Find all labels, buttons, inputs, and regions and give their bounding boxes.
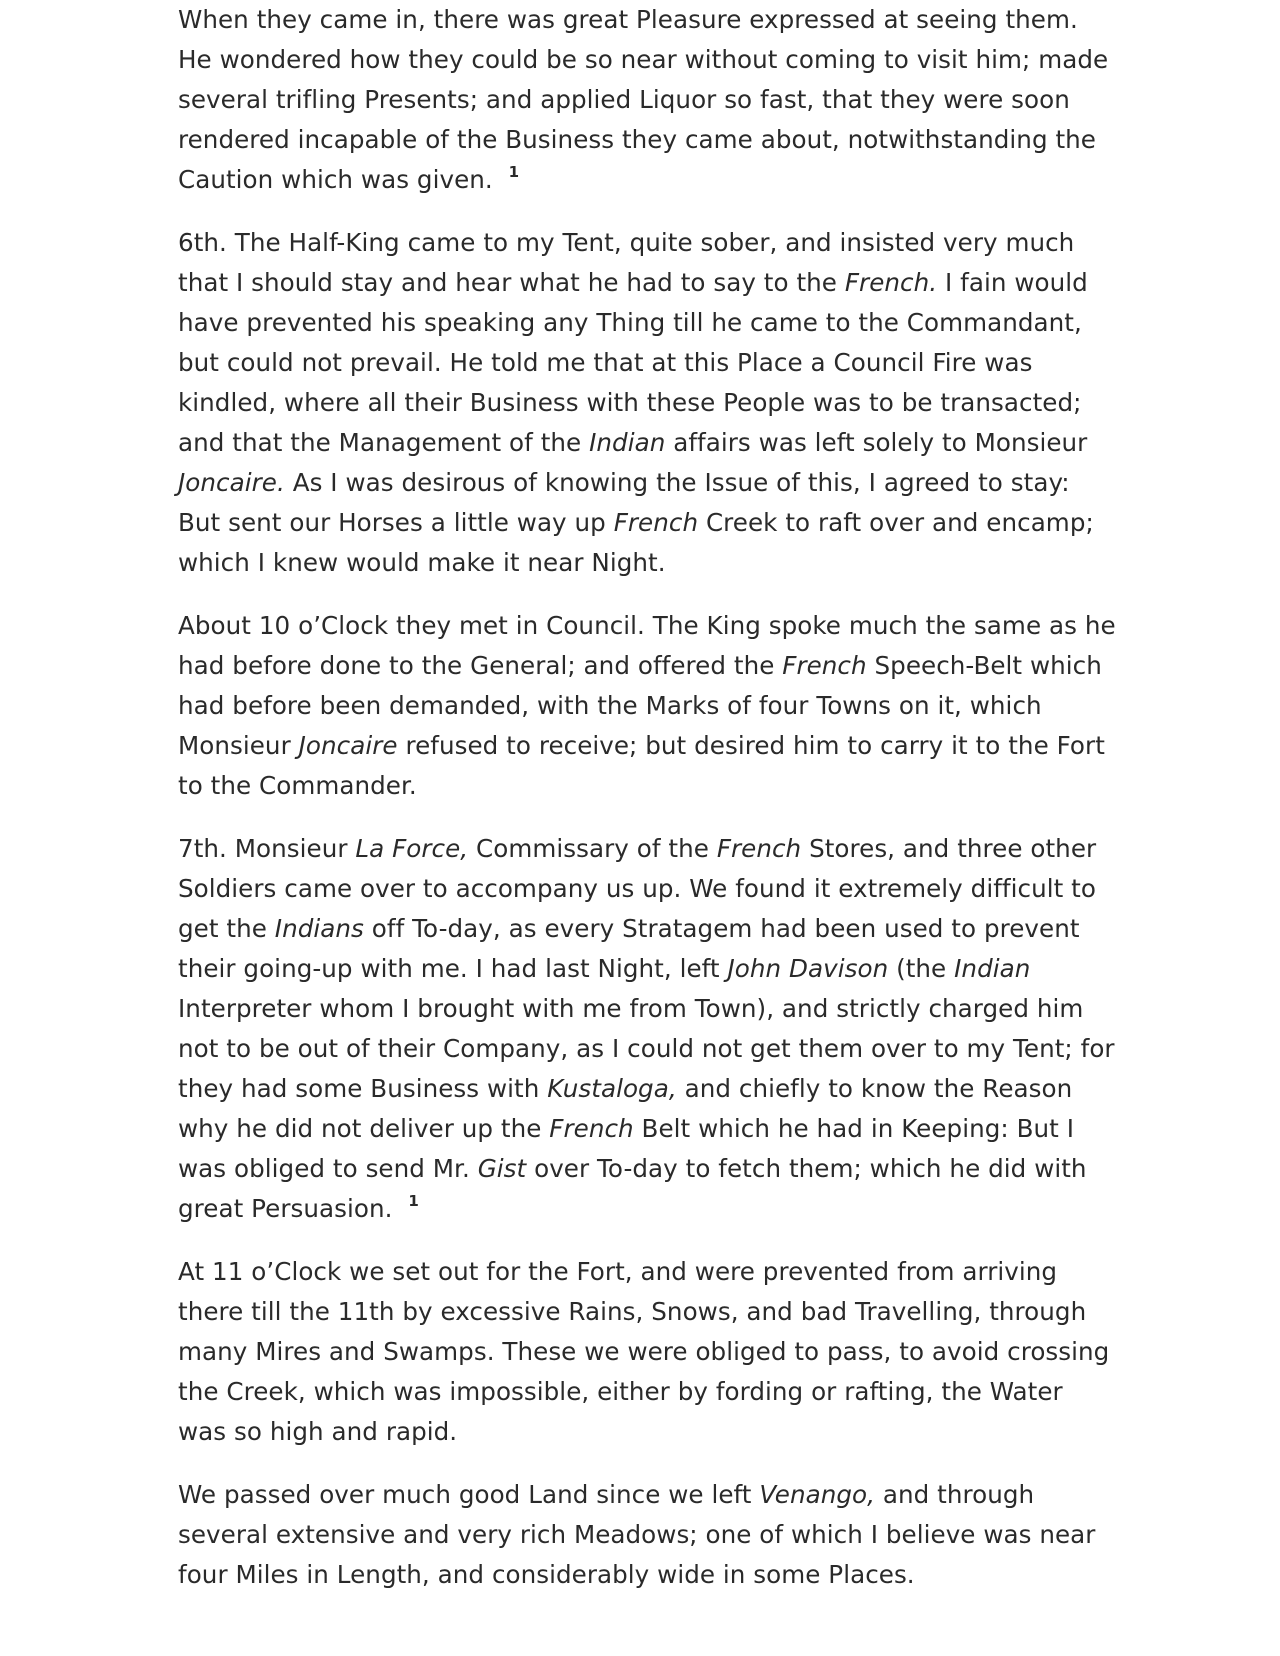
text-run: I fain would have prevented his speaking any Thing till he came to the Commandant, but could not prevail. He told me that at this Place a Council Fire was kindled, where all their Business with these People was to be transacted; and that the Management of the [178,268,1088,457]
paragraph-7th [178,829,1118,1229]
italic-run: Joncaire [298,731,398,760]
italic-run: French [782,651,867,680]
text-run: We passed over much good Land since we left [178,1480,760,1509]
text-run: affairs was left solely to Monsieur [665,428,1088,457]
text-run: Speech-Belt which had before been demanded, with the Marks of four Towns on it, which Monsieur [178,651,1102,760]
paragraph-good-land [178,1475,1118,1595]
journal-page [178,0,1118,1595]
text-run: 7th. Monsieur [178,834,356,863]
italic-run: Indians [274,914,364,943]
italic-run: French [549,1114,634,1143]
text-run: and through several extensive and very rich Meadows; one of which I believe was near four Miles in Length, and considerably wide in some Places. [178,1480,1096,1589]
italic-run: Venango, [759,1480,876,1509]
text-run: Interpreter whom I brought with me from Town), and strictly charged him not to be out of their Company, as I could not get them over to my Tent; for they had some Business with [178,994,1115,1103]
text-run: Commissary of the [468,834,717,863]
footnote-marker[interactable]: 1 [408,1191,419,1210]
italic-run: French [716,834,802,863]
italic-run: John Davison [727,954,889,983]
paragraph-council [178,606,1118,806]
text-run: Stores, and three other Soldiers came over to accompany us up. We found it extremely difficult to get the [178,834,1097,943]
italic-run: La Force, [355,834,469,863]
text-run: When they came in, there was great Pleasure expressed at seeing them. He wondered how they could be so near without coming to visit him; made several trifling Presents; and applied Liquor so fast, that they were soon rendered incapable of the Business they came about, notwithstanding the Caution which was given. [178,5,1109,194]
text-run: About 10 o’Clock they met in Council. The King spoke much the same as he had before done to the General; and offered the [178,611,1116,680]
text-run: At 11 o’Clock we set out for the Fort, and were prevented from arriving there till the 11th by excessive Rains, Snows, and bad Travelling, through many Mires and Swamps. These we were obliged to pass, to avoid crossing the Creek, which was impossible, either by fording or rafting, the Water was so high and rapid. [178,1257,1110,1446]
italic-run: Indian [589,428,666,457]
text-run: off To-day, as every Stratagem had been used to prevent their going-up with me. I had last Night, left [178,914,1080,983]
paragraph-visit [178,0,1118,200]
italic-run: Gist [477,1154,527,1183]
text-run: Belt which he had in Keeping: But I was obliged to send Mr. [178,1114,1075,1183]
text-run: and chiefly to know the Reason why he did not deliver up the [178,1074,1073,1143]
text-run: over To-day to fetch them; which he did with great Persuasion. [178,1154,1087,1223]
text-run: As I was desirous of knowing the Issue of this, I agreed to stay: But sent our Horses a little way up [178,468,1070,537]
italic-run: Joncaire. [178,468,285,497]
paragraph-11-oclock [178,1252,1118,1452]
italic-run: Indian [954,954,1031,983]
text-run: 6th. The Half-King came to my Tent, quite sober, and insisted very much that I should stay and hear what he had to say to the [178,228,1075,297]
paragraph-6th [178,223,1118,583]
italic-run: Kustaloga, [547,1074,677,1103]
text-run: refused to receive; but desired him to carry it to the Fort to the Commander. [178,731,1105,800]
italic-run: French. [844,268,938,297]
italic-run: French [613,508,699,537]
text-run: (the [888,954,955,983]
footnote-marker[interactable]: 1 [508,162,520,181]
text-run: Creek to raft over and encamp; which I knew would make it near Night. [178,508,1094,577]
